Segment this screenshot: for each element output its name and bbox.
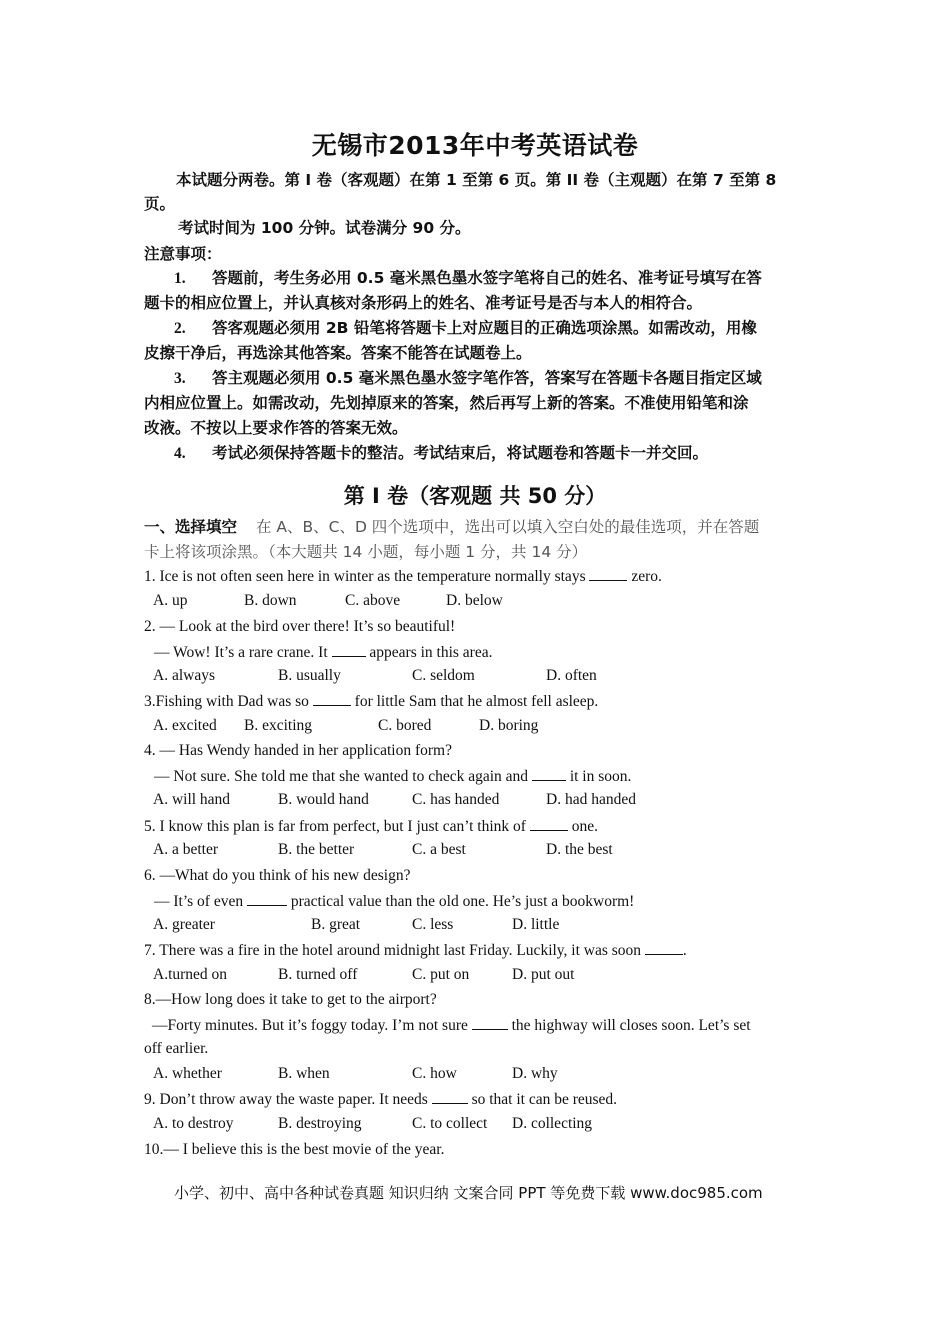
option-d[interactable]: D. put out [512, 966, 575, 983]
question-text: 9. Don’t throw away the waste paper. It needs [144, 1091, 432, 1108]
option-a[interactable]: A.turned on [153, 966, 228, 983]
question-text: 1. Ice is not often seen here in winter as the temperature normally stays [144, 568, 590, 585]
option-d[interactable]: D. collecting [512, 1115, 593, 1132]
answer-blank [332, 642, 366, 657]
note-number: 2. [174, 320, 186, 337]
option-c[interactable]: C. bored [378, 717, 432, 734]
option-b[interactable]: B. down [244, 592, 297, 609]
question-9 [144, 1089, 617, 1110]
part-instruction [144, 517, 759, 537]
question-2: 2. — Look at the bird over there! It’s so beautiful! [144, 618, 456, 635]
question-3 [144, 691, 598, 712]
question-text: appears in this area. [365, 644, 493, 661]
intro-line-2: 考试时间为 100 分钟。试卷满分 90 分。 [178, 219, 471, 237]
question-2-reply [154, 642, 492, 663]
question-text: the highway will closes soon. Let’s set [507, 1017, 751, 1034]
question-text: 3.Fishing with Dad was so [144, 693, 313, 710]
question-7 [144, 940, 687, 961]
question-text: —Forty minutes. But it’s foggy today. I’m not sure [152, 1017, 472, 1034]
answer-blank [313, 691, 351, 706]
option-b[interactable]: B. the better [278, 841, 355, 858]
question-8: 8.—How long does it take to get to the airport? [144, 991, 437, 1008]
option-c[interactable]: C. to collect [412, 1115, 488, 1132]
option-d[interactable]: D. the best [546, 841, 613, 858]
question-text: 5. I know this plan is far from perfect, but I just can’t think of [144, 818, 530, 835]
question-text: practical value than the old one. He’s just a bookworm! [286, 893, 635, 910]
option-a[interactable]: A. up [153, 592, 188, 609]
option-c[interactable]: C. less [412, 916, 454, 933]
option-a[interactable]: A. will hand [153, 791, 231, 808]
answer-blank [589, 566, 627, 581]
question-5 [144, 816, 598, 837]
question-text: . [682, 942, 687, 959]
instruction-text: 在 A、B、C、D 四个选项中，选出可以填入空白处的最佳选项，并在答题 [255, 518, 760, 536]
question-text: one. [567, 818, 598, 835]
question-4: 4. — Has Wendy handed in her application form? [144, 742, 452, 759]
instruction-text: 卡上将该项涂黑。（本大题共 14 小题，每小题 1 分，共 14 分） [144, 543, 588, 561]
answer-blank [532, 766, 566, 781]
option-b[interactable]: B. when [278, 1065, 330, 1082]
note-text: 答客观题必须用 2B 铅笔将答题卡上对应题目的正确选项涂黑。如需改动，用橡 [212, 319, 757, 337]
question-text: for little Sam that he almost fell asleep. [350, 693, 599, 710]
answer-blank [645, 940, 683, 955]
question-8-continuation: off earlier. [144, 1040, 209, 1057]
option-b[interactable]: B. turned off [278, 966, 358, 983]
option-d[interactable]: D. often [546, 667, 597, 684]
page-title: 无锡市2013年中考英语试卷 [311, 131, 639, 160]
note-text: 皮擦干净后，再选涂其他答案。答案不能答在试题卷上。 [144, 344, 532, 362]
option-d[interactable]: D. below [446, 592, 503, 609]
question-text: 7. There was a fire in the hotel around midnight last Friday. Luckily, it was soon [144, 942, 645, 959]
section-title: 第 I 卷（客观题 共 50 分） [343, 484, 607, 508]
question-text: so that it can be reused. [467, 1091, 618, 1108]
part-label: 一、选择填空 [144, 518, 238, 536]
question-text: it in soon. [565, 768, 632, 785]
question-text: zero. [627, 568, 662, 585]
option-d[interactable]: D. little [512, 916, 560, 933]
question-6-reply [154, 891, 634, 912]
option-c[interactable]: C. how [412, 1065, 457, 1082]
note-text: 题卡的相应位置上，并认真核对条形码上的姓名、准考证号是否与本人的相符合。 [144, 294, 703, 312]
option-c[interactable]: C. put on [412, 966, 470, 983]
option-b[interactable]: B. exciting [244, 717, 313, 734]
question-6: 6. —What do you think of his new design? [144, 867, 411, 884]
question-text: — Wow! It’s a rare crane. It [154, 644, 332, 661]
option-d[interactable]: D. boring [479, 717, 539, 734]
note-number: 4. [174, 445, 186, 462]
intro-line-1b: 页。 [144, 195, 176, 213]
option-b[interactable]: B. usually [278, 667, 341, 684]
note-text: 答题前，考生务必用 0.5 毫米黑色墨水签字笔将自己的姓名、准考证号填写在答 [212, 269, 762, 287]
question-8-reply [152, 1015, 751, 1036]
question-1 [144, 566, 662, 587]
question-10: 10.— I believe this is the best movie of the year. [144, 1141, 445, 1158]
question-text: — Not sure. She told me that she wanted to check again and [154, 768, 532, 785]
option-a[interactable]: A. to destroy [153, 1115, 234, 1132]
note-text: 内相应位置上。如需改动，先划掉原来的答案，然后再写上新的答案。不准使用铅笔和涂 [144, 394, 749, 412]
note-text: 答主观题必须用 0.5 毫米黑色墨水签字笔作答，答案写在答题卡各题目指定区域 [212, 369, 762, 387]
option-b[interactable]: B. great [311, 916, 361, 933]
option-b[interactable]: B. destroying [278, 1115, 362, 1132]
note-number: 1. [174, 270, 186, 287]
option-c[interactable]: C. above [345, 592, 401, 609]
option-d[interactable]: D. why [512, 1065, 558, 1082]
option-c[interactable]: C. a best [412, 841, 466, 858]
note-text: 改液。不按以上要求作答的答案无效。 [144, 419, 408, 437]
question-text: — It’s of even [154, 893, 247, 910]
notes-heading: 注意事项： [144, 245, 222, 263]
answer-blank [247, 891, 287, 906]
page-footer: 小学、初中、高中各种试卷真题 知识归纳 文案合同 PPT 等免费下载 www.doc985.com [174, 1184, 763, 1202]
option-a[interactable]: A. a better [153, 841, 218, 858]
option-a[interactable]: A. whether [153, 1065, 222, 1082]
note-number: 3. [174, 370, 186, 387]
option-a[interactable]: A. excited [153, 717, 217, 734]
option-b[interactable]: B. would hand [278, 791, 369, 808]
answer-blank [472, 1015, 508, 1030]
option-c[interactable]: C. seldom [412, 667, 475, 684]
question-4-reply [154, 766, 631, 787]
answer-blank [530, 816, 568, 831]
option-c[interactable]: C. has handed [412, 791, 500, 808]
option-a[interactable]: A. greater [153, 916, 215, 933]
intro-line-1: 本试题分两卷。第 I 卷（客观题）在第 1 至第 6 页。第 II 卷（主观题）在第 7 至第 8 [176, 171, 777, 189]
option-a[interactable]: A. always [153, 667, 215, 684]
option-d[interactable]: D. had handed [546, 791, 636, 808]
note-text: 考试必须保持答题卡的整洁。考试结束后，将试题卷和答题卡一并交回。 [212, 444, 709, 462]
answer-blank [432, 1089, 468, 1104]
